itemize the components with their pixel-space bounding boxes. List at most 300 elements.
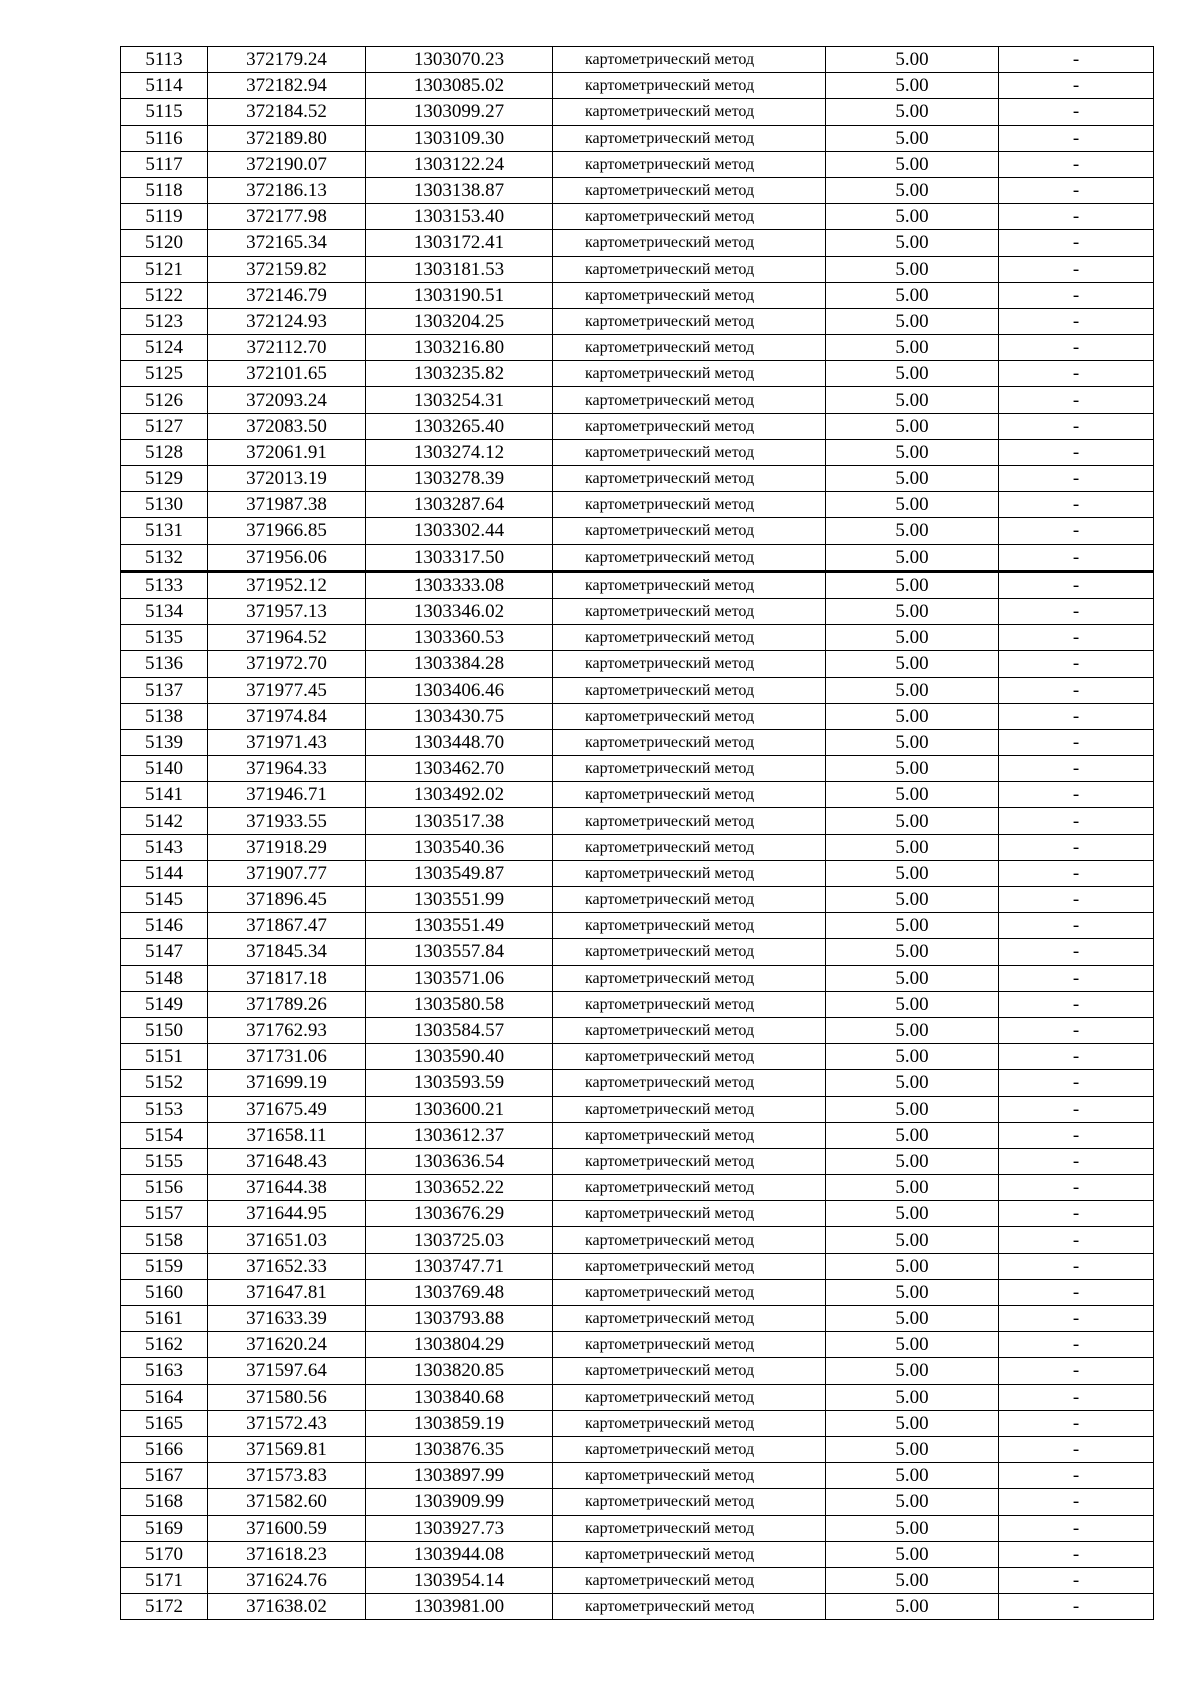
point-number-cell: 5136 — [121, 651, 208, 677]
y-coordinate-cell: 1303462.70 — [366, 756, 553, 782]
accuracy-cell: 5.00 — [826, 1122, 999, 1148]
description-cell: - — [999, 518, 1154, 544]
description-cell: - — [999, 1148, 1154, 1174]
x-coordinate-cell: 372184.52 — [208, 99, 366, 125]
point-number-cell: 5128 — [121, 439, 208, 465]
point-number-cell: 5130 — [121, 492, 208, 518]
x-coordinate-cell: 371731.06 — [208, 1044, 366, 1070]
table-row — [121, 1306, 1154, 1332]
table-row — [121, 1436, 1154, 1462]
description-cell: - — [999, 361, 1154, 387]
accuracy-cell: 5.00 — [826, 1096, 999, 1122]
accuracy-cell: 5.00 — [826, 125, 999, 151]
description-cell: - — [999, 99, 1154, 125]
accuracy-cell: 5.00 — [826, 1410, 999, 1436]
x-coordinate-cell: 372112.70 — [208, 335, 366, 361]
x-coordinate-cell: 371966.85 — [208, 518, 366, 544]
description-cell: - — [999, 965, 1154, 991]
accuracy-cell: 5.00 — [826, 492, 999, 518]
description-cell: - — [999, 651, 1154, 677]
accuracy-cell: 5.00 — [826, 518, 999, 544]
accuracy-cell: 5.00 — [826, 1017, 999, 1043]
x-coordinate-cell: 371620.24 — [208, 1332, 366, 1358]
y-coordinate-cell: 1303557.84 — [366, 939, 553, 965]
accuracy-cell: 5.00 — [826, 1541, 999, 1567]
x-coordinate-cell: 371867.47 — [208, 913, 366, 939]
description-cell: - — [999, 151, 1154, 177]
accuracy-cell: 5.00 — [826, 1567, 999, 1593]
x-coordinate-cell: 371789.26 — [208, 991, 366, 1017]
x-coordinate-cell: 371569.81 — [208, 1436, 366, 1462]
x-coordinate-cell: 371652.33 — [208, 1253, 366, 1279]
y-coordinate-cell: 1303590.40 — [366, 1044, 553, 1070]
x-coordinate-cell: 371952.12 — [208, 571, 366, 598]
y-coordinate-cell: 1303302.44 — [366, 518, 553, 544]
x-coordinate-cell: 372177.98 — [208, 204, 366, 230]
x-coordinate-cell: 372146.79 — [208, 282, 366, 308]
accuracy-cell: 5.00 — [826, 1253, 999, 1279]
y-coordinate-cell: 1303360.53 — [366, 625, 553, 651]
table-row — [121, 1384, 1154, 1410]
description-cell: - — [999, 492, 1154, 518]
method-cell: картометрический метод — [553, 913, 826, 939]
description-cell: - — [999, 1227, 1154, 1253]
point-number-cell: 5141 — [121, 782, 208, 808]
point-number-cell: 5169 — [121, 1515, 208, 1541]
method-cell: картометрический метод — [553, 492, 826, 518]
method-cell: картометрический метод — [553, 1148, 826, 1174]
x-coordinate-cell: 371907.77 — [208, 860, 366, 886]
point-number-cell: 5154 — [121, 1122, 208, 1148]
description-cell: - — [999, 282, 1154, 308]
description-cell: - — [999, 598, 1154, 624]
table-row — [121, 1594, 1154, 1620]
description-cell: - — [999, 125, 1154, 151]
y-coordinate-cell: 1303384.28 — [366, 651, 553, 677]
point-number-cell: 5165 — [121, 1410, 208, 1436]
table-row — [121, 204, 1154, 230]
point-number-cell: 5116 — [121, 125, 208, 151]
table-row — [121, 151, 1154, 177]
point-number-cell: 5166 — [121, 1436, 208, 1462]
table-row — [121, 518, 1154, 544]
x-coordinate-cell: 371933.55 — [208, 808, 366, 834]
y-coordinate-cell: 1303254.31 — [366, 387, 553, 413]
description-cell: - — [999, 834, 1154, 860]
table-row — [121, 965, 1154, 991]
method-cell: картометрический метод — [553, 1567, 826, 1593]
x-coordinate-cell: 372190.07 — [208, 151, 366, 177]
accuracy-cell: 5.00 — [826, 230, 999, 256]
accuracy-cell: 5.00 — [826, 651, 999, 677]
point-number-cell: 5153 — [121, 1096, 208, 1122]
description-cell: - — [999, 1253, 1154, 1279]
table-row — [121, 1096, 1154, 1122]
y-coordinate-cell: 1303981.00 — [366, 1594, 553, 1620]
table-row — [121, 413, 1154, 439]
y-coordinate-cell: 1303109.30 — [366, 125, 553, 151]
table-row — [121, 651, 1154, 677]
x-coordinate-cell: 371918.29 — [208, 834, 366, 860]
accuracy-cell: 5.00 — [826, 625, 999, 651]
description-cell: - — [999, 1017, 1154, 1043]
method-cell: картометрический метод — [553, 1279, 826, 1305]
accuracy-cell: 5.00 — [826, 1175, 999, 1201]
table-row — [121, 571, 1154, 598]
description-cell: - — [999, 466, 1154, 492]
point-number-cell: 5163 — [121, 1358, 208, 1384]
table-row — [121, 73, 1154, 99]
table-row — [121, 1070, 1154, 1096]
x-coordinate-cell: 371762.93 — [208, 1017, 366, 1043]
x-coordinate-cell: 371946.71 — [208, 782, 366, 808]
point-number-cell: 5168 — [121, 1489, 208, 1515]
point-number-cell: 5145 — [121, 887, 208, 913]
y-coordinate-cell: 1303181.53 — [366, 256, 553, 282]
x-coordinate-cell: 371644.38 — [208, 1175, 366, 1201]
method-cell: картометрический метод — [553, 73, 826, 99]
y-coordinate-cell: 1303190.51 — [366, 282, 553, 308]
description-cell: - — [999, 413, 1154, 439]
y-coordinate-cell: 1303859.19 — [366, 1410, 553, 1436]
method-cell: картометрический метод — [553, 47, 826, 73]
method-cell: картометрический метод — [553, 335, 826, 361]
y-coordinate-cell: 1303333.08 — [366, 571, 553, 598]
table-row — [121, 230, 1154, 256]
y-coordinate-cell: 1303676.29 — [366, 1201, 553, 1227]
y-coordinate-cell: 1303612.37 — [366, 1122, 553, 1148]
x-coordinate-cell: 372165.34 — [208, 230, 366, 256]
method-cell: картометрический метод — [553, 1332, 826, 1358]
accuracy-cell: 5.00 — [826, 808, 999, 834]
description-cell: - — [999, 1358, 1154, 1384]
accuracy-cell: 5.00 — [826, 439, 999, 465]
x-coordinate-cell: 372013.19 — [208, 466, 366, 492]
y-coordinate-cell: 1303927.73 — [366, 1515, 553, 1541]
description-cell: - — [999, 1175, 1154, 1201]
table-body — [121, 47, 1154, 1620]
accuracy-cell: 5.00 — [826, 1463, 999, 1489]
y-coordinate-cell: 1303346.02 — [366, 598, 553, 624]
description-cell: - — [999, 1594, 1154, 1620]
x-coordinate-cell: 371658.11 — [208, 1122, 366, 1148]
y-coordinate-cell: 1303540.36 — [366, 834, 553, 860]
x-coordinate-cell: 372124.93 — [208, 308, 366, 334]
description-cell: - — [999, 1515, 1154, 1541]
table-row — [121, 282, 1154, 308]
description-cell: - — [999, 308, 1154, 334]
method-cell: картометрический метод — [553, 282, 826, 308]
accuracy-cell: 5.00 — [826, 677, 999, 703]
method-cell: картометрический метод — [553, 1358, 826, 1384]
x-coordinate-cell: 371675.49 — [208, 1096, 366, 1122]
point-number-cell: 5120 — [121, 230, 208, 256]
point-number-cell: 5134 — [121, 598, 208, 624]
y-coordinate-cell: 1303652.22 — [366, 1175, 553, 1201]
table-row — [121, 125, 1154, 151]
accuracy-cell: 5.00 — [826, 73, 999, 99]
accuracy-cell: 5.00 — [826, 99, 999, 125]
accuracy-cell: 5.00 — [826, 1227, 999, 1253]
x-coordinate-cell: 371644.95 — [208, 1201, 366, 1227]
y-coordinate-cell: 1303804.29 — [366, 1332, 553, 1358]
method-cell: картометрический метод — [553, 571, 826, 598]
table-row — [121, 860, 1154, 886]
description-cell: - — [999, 335, 1154, 361]
y-coordinate-cell: 1303571.06 — [366, 965, 553, 991]
description-cell: - — [999, 1306, 1154, 1332]
table-row — [121, 47, 1154, 73]
method-cell: картометрический метод — [553, 1253, 826, 1279]
point-number-cell: 5139 — [121, 729, 208, 755]
table-row — [121, 939, 1154, 965]
table-row — [121, 387, 1154, 413]
method-cell: картометрический метод — [553, 1201, 826, 1227]
method-cell: картометрический метод — [553, 808, 826, 834]
accuracy-cell: 5.00 — [826, 151, 999, 177]
table-row — [121, 1148, 1154, 1174]
x-coordinate-cell: 371964.52 — [208, 625, 366, 651]
table-row — [121, 1017, 1154, 1043]
y-coordinate-cell: 1303448.70 — [366, 729, 553, 755]
x-coordinate-cell: 372101.65 — [208, 361, 366, 387]
x-coordinate-cell: 371845.34 — [208, 939, 366, 965]
table-row — [121, 1332, 1154, 1358]
description-cell: - — [999, 703, 1154, 729]
description-cell: - — [999, 756, 1154, 782]
method-cell: картометрический метод — [553, 991, 826, 1017]
accuracy-cell: 5.00 — [826, 571, 999, 598]
method-cell: картометрический метод — [553, 625, 826, 651]
point-number-cell: 5123 — [121, 308, 208, 334]
table-row — [121, 808, 1154, 834]
method-cell: картометрический метод — [553, 256, 826, 282]
point-number-cell: 5171 — [121, 1567, 208, 1593]
y-coordinate-cell: 1303172.41 — [366, 230, 553, 256]
accuracy-cell: 5.00 — [826, 1515, 999, 1541]
table-row — [121, 598, 1154, 624]
table-row — [121, 1253, 1154, 1279]
accuracy-cell: 5.00 — [826, 256, 999, 282]
x-coordinate-cell: 371573.83 — [208, 1463, 366, 1489]
x-coordinate-cell: 371971.43 — [208, 729, 366, 755]
method-cell: картометрический метод — [553, 703, 826, 729]
method-cell: картометрический метод — [553, 544, 826, 571]
table-row — [121, 361, 1154, 387]
x-coordinate-cell: 372186.13 — [208, 177, 366, 203]
table-row — [121, 544, 1154, 571]
table-row — [121, 1489, 1154, 1515]
y-coordinate-cell: 1303769.48 — [366, 1279, 553, 1305]
y-coordinate-cell: 1303636.54 — [366, 1148, 553, 1174]
point-number-cell: 5149 — [121, 991, 208, 1017]
accuracy-cell: 5.00 — [826, 1358, 999, 1384]
method-cell: картометрический метод — [553, 361, 826, 387]
accuracy-cell: 5.00 — [826, 466, 999, 492]
table-row — [121, 308, 1154, 334]
description-cell: - — [999, 204, 1154, 230]
x-coordinate-cell: 371633.39 — [208, 1306, 366, 1332]
y-coordinate-cell: 1303265.40 — [366, 413, 553, 439]
x-coordinate-cell: 371977.45 — [208, 677, 366, 703]
x-coordinate-cell: 372083.50 — [208, 413, 366, 439]
point-number-cell: 5146 — [121, 913, 208, 939]
y-coordinate-cell: 1303274.12 — [366, 439, 553, 465]
point-number-cell: 5133 — [121, 571, 208, 598]
point-number-cell: 5121 — [121, 256, 208, 282]
description-cell: - — [999, 860, 1154, 886]
x-coordinate-cell: 371974.84 — [208, 703, 366, 729]
point-number-cell: 5164 — [121, 1384, 208, 1410]
method-cell: картометрический метод — [553, 125, 826, 151]
point-number-cell: 5125 — [121, 361, 208, 387]
x-coordinate-cell: 372093.24 — [208, 387, 366, 413]
method-cell: картометрический метод — [553, 651, 826, 677]
x-coordinate-cell: 371972.70 — [208, 651, 366, 677]
point-number-cell: 5156 — [121, 1175, 208, 1201]
y-coordinate-cell: 1303430.75 — [366, 703, 553, 729]
y-coordinate-cell: 1303406.46 — [366, 677, 553, 703]
x-coordinate-cell: 371600.59 — [208, 1515, 366, 1541]
table-row — [121, 256, 1154, 282]
y-coordinate-cell: 1303954.14 — [366, 1567, 553, 1593]
x-coordinate-cell: 372179.24 — [208, 47, 366, 73]
y-coordinate-cell: 1303840.68 — [366, 1384, 553, 1410]
method-cell: картометрический метод — [553, 598, 826, 624]
accuracy-cell: 5.00 — [826, 335, 999, 361]
description-cell: - — [999, 177, 1154, 203]
y-coordinate-cell: 1303549.87 — [366, 860, 553, 886]
x-coordinate-cell: 371817.18 — [208, 965, 366, 991]
method-cell: картометрический метод — [553, 204, 826, 230]
method-cell: картометрический метод — [553, 387, 826, 413]
accuracy-cell: 5.00 — [826, 1070, 999, 1096]
table-row — [121, 335, 1154, 361]
table-row — [121, 834, 1154, 860]
point-number-cell: 5159 — [121, 1253, 208, 1279]
table-row — [121, 1358, 1154, 1384]
accuracy-cell: 5.00 — [826, 887, 999, 913]
point-number-cell: 5157 — [121, 1201, 208, 1227]
y-coordinate-cell: 1303747.71 — [366, 1253, 553, 1279]
accuracy-cell: 5.00 — [826, 756, 999, 782]
x-coordinate-cell: 371618.23 — [208, 1541, 366, 1567]
table-row — [121, 1227, 1154, 1253]
x-coordinate-cell: 371699.19 — [208, 1070, 366, 1096]
table-row — [121, 1463, 1154, 1489]
x-coordinate-cell: 371582.60 — [208, 1489, 366, 1515]
method-cell: картометрический метод — [553, 413, 826, 439]
description-cell: - — [999, 1436, 1154, 1462]
point-number-cell: 5152 — [121, 1070, 208, 1096]
method-cell: картометрический метод — [553, 965, 826, 991]
y-coordinate-cell: 1303551.99 — [366, 887, 553, 913]
y-coordinate-cell: 1303820.85 — [366, 1358, 553, 1384]
y-coordinate-cell: 1303122.24 — [366, 151, 553, 177]
point-number-cell: 5143 — [121, 834, 208, 860]
point-number-cell: 5155 — [121, 1148, 208, 1174]
point-number-cell: 5114 — [121, 73, 208, 99]
y-coordinate-cell: 1303287.64 — [366, 492, 553, 518]
method-cell: картометрический метод — [553, 1436, 826, 1462]
method-cell: картометрический метод — [553, 756, 826, 782]
description-cell: - — [999, 1044, 1154, 1070]
description-cell: - — [999, 544, 1154, 571]
method-cell: картометрический метод — [553, 782, 826, 808]
method-cell: картометрический метод — [553, 729, 826, 755]
table-row — [121, 782, 1154, 808]
table-row — [121, 1044, 1154, 1070]
table-row — [121, 1410, 1154, 1436]
description-cell: - — [999, 1410, 1154, 1436]
method-cell: картометрический метод — [553, 177, 826, 203]
point-number-cell: 5158 — [121, 1227, 208, 1253]
x-coordinate-cell: 371572.43 — [208, 1410, 366, 1436]
accuracy-cell: 5.00 — [826, 913, 999, 939]
accuracy-cell: 5.00 — [826, 387, 999, 413]
table-row — [121, 1201, 1154, 1227]
accuracy-cell: 5.00 — [826, 1489, 999, 1515]
point-number-cell: 5135 — [121, 625, 208, 651]
description-cell: - — [999, 677, 1154, 703]
y-coordinate-cell: 1303070.23 — [366, 47, 553, 73]
x-coordinate-cell: 371647.81 — [208, 1279, 366, 1305]
y-coordinate-cell: 1303793.88 — [366, 1306, 553, 1332]
y-coordinate-cell: 1303593.59 — [366, 1070, 553, 1096]
y-coordinate-cell: 1303317.50 — [366, 544, 553, 571]
method-cell: картометрический метод — [553, 1227, 826, 1253]
point-number-cell: 5160 — [121, 1279, 208, 1305]
accuracy-cell: 5.00 — [826, 965, 999, 991]
description-cell: - — [999, 571, 1154, 598]
point-number-cell: 5137 — [121, 677, 208, 703]
y-coordinate-cell: 1303551.49 — [366, 913, 553, 939]
method-cell: картометрический метод — [553, 834, 826, 860]
method-cell: картометрический метод — [553, 1384, 826, 1410]
y-coordinate-cell: 1303235.82 — [366, 361, 553, 387]
point-number-cell: 5170 — [121, 1541, 208, 1567]
point-number-cell: 5127 — [121, 413, 208, 439]
accuracy-cell: 5.00 — [826, 1279, 999, 1305]
accuracy-cell: 5.00 — [826, 413, 999, 439]
description-cell: - — [999, 1332, 1154, 1358]
method-cell: картометрический метод — [553, 1410, 826, 1436]
point-number-cell: 5132 — [121, 544, 208, 571]
method-cell: картометрический метод — [553, 1489, 826, 1515]
point-number-cell: 5142 — [121, 808, 208, 834]
y-coordinate-cell: 1303099.27 — [366, 99, 553, 125]
y-coordinate-cell: 1303876.35 — [366, 1436, 553, 1462]
description-cell: - — [999, 230, 1154, 256]
point-number-cell: 5129 — [121, 466, 208, 492]
method-cell: картометрический метод — [553, 887, 826, 913]
point-number-cell: 5150 — [121, 1017, 208, 1043]
table-row — [121, 1279, 1154, 1305]
table-row — [121, 1175, 1154, 1201]
point-number-cell: 5118 — [121, 177, 208, 203]
method-cell: картометрический метод — [553, 466, 826, 492]
description-cell: - — [999, 1122, 1154, 1148]
description-cell: - — [999, 439, 1154, 465]
method-cell: картометрический метод — [553, 1594, 826, 1620]
method-cell: картометрический метод — [553, 1541, 826, 1567]
y-coordinate-cell: 1303909.99 — [366, 1489, 553, 1515]
accuracy-cell: 5.00 — [826, 204, 999, 230]
point-number-cell: 5115 — [121, 99, 208, 125]
accuracy-cell: 5.00 — [826, 939, 999, 965]
x-coordinate-cell: 371896.45 — [208, 887, 366, 913]
accuracy-cell: 5.00 — [826, 991, 999, 1017]
